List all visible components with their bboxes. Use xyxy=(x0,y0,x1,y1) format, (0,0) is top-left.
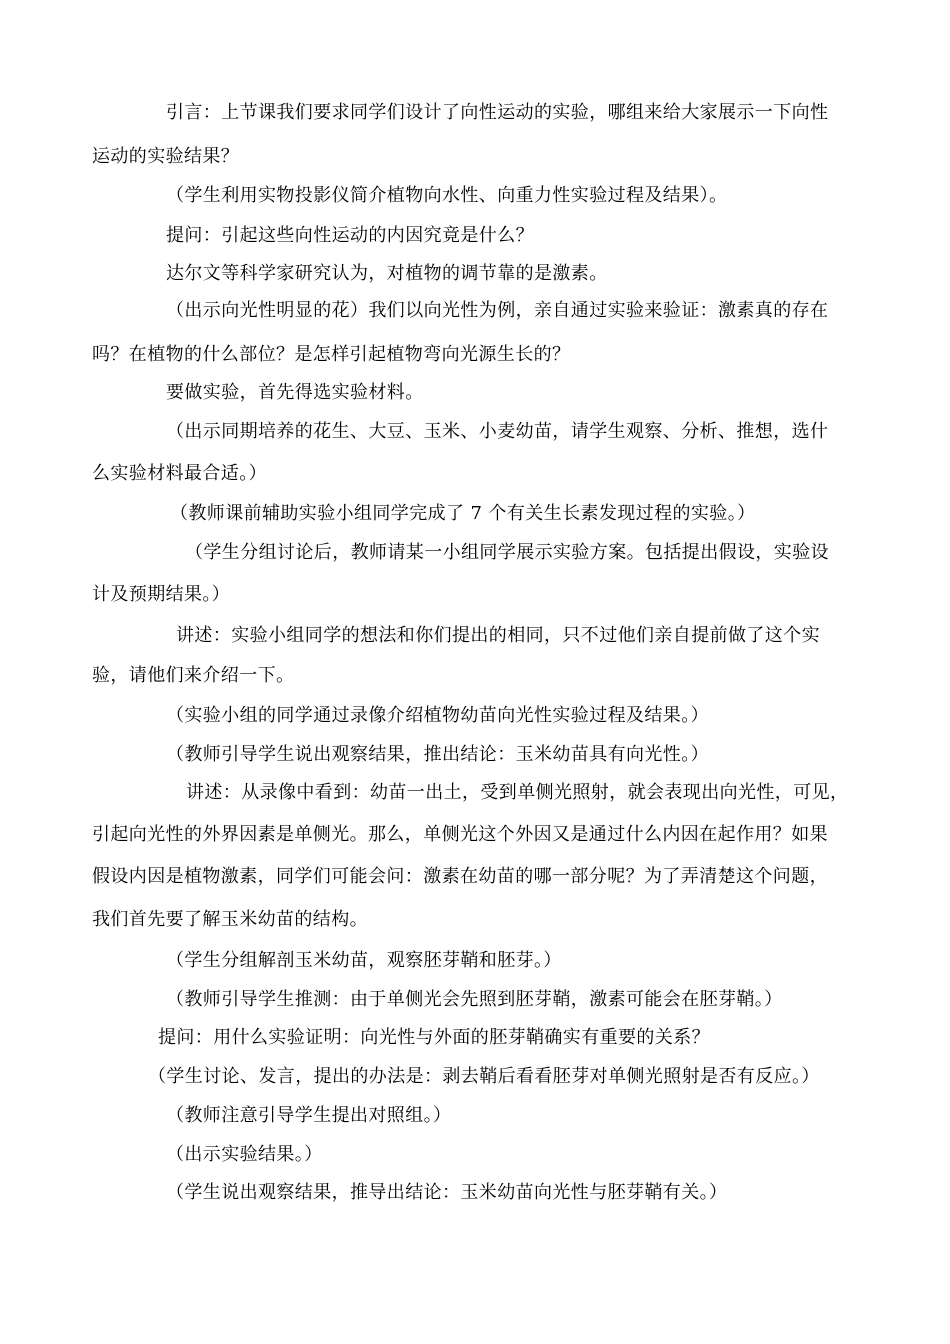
paragraph-line: （教师引导学生推测：由于单侧光会先照到胚芽鞘，激素可能会在胚芽鞘。） xyxy=(166,989,783,1010)
paragraph-line: 我们首先要了解玉米幼苗的结构。 xyxy=(92,909,368,930)
paragraph-line: 计及预期结果。） xyxy=(92,584,231,605)
paragraph-line: （教师注意引导学生提出对照组。） xyxy=(166,1105,452,1126)
paragraph-line: 提问：用什么实验证明：向光性与外面的胚芽鞘确实有重要的关系？ xyxy=(158,1027,710,1048)
paragraph-line: 运动的实验结果？ xyxy=(92,146,240,167)
paragraph-line: （教师引导学生说出观察结果，推出结论：玉米幼苗具有向光性。） xyxy=(166,744,709,765)
paragraph-line: 提问：引起这些向性运动的内因究竟是什么？ xyxy=(166,225,534,246)
paragraph-line: 引言：上节课我们要求同学们设计了向性运动的实验，哪组来给大家展示一下向性 xyxy=(166,102,829,123)
paragraph-line: 讲述：实验小组同学的想法和你们提出的相同，只不过他们亲自提前做了这个实 xyxy=(176,625,820,646)
paragraph-line: （教师课前辅助实验小组同学完成了 7 个有关生长素发现过程的实验。） xyxy=(170,503,756,524)
paragraph-line: 么实验材料最合适。） xyxy=(92,463,267,484)
paragraph-line: （学生说出观察结果，推导出结论：玉米幼苗向光性与胚芽鞘有关。） xyxy=(166,1182,728,1203)
paragraph-line: （出示同期培养的花生、大豆、玉米、小麦幼苗，请学生观察、分析、推想，选什 xyxy=(166,421,829,442)
paragraph-line: 吗？在植物的什么部位？是怎样引起植物弯向光源生长的？ xyxy=(92,344,571,365)
paragraph-line: 验，请他们来介绍一下。 xyxy=(92,665,295,686)
paragraph-line: 达尔文等科学家研究认为，对植物的调节靠的是激素。 xyxy=(166,263,608,284)
paragraph-line: （学生分组讨论后，教师请某一小组同学展示实验方案。包括提出假设，实验设 xyxy=(185,542,829,563)
paragraph-line: （学生讨论、发言，提出的办法是：剥去鞘后看看胚芽对单侧光照射是否有反应。） xyxy=(148,1066,820,1087)
paragraph-line: （出示实验结果。） xyxy=(166,1144,323,1165)
paragraph-line: 讲述：从录像中看到：幼苗一出土，受到单侧光照射，就会表现出向光性，可见， xyxy=(186,782,849,803)
paragraph-line: 要做实验，首先得选实验材料。 xyxy=(166,382,424,403)
paragraph-line: （学生利用实物投影仪简介植物向水性、向重力性实验过程及结果）。 xyxy=(166,185,728,206)
paragraph-line: （学生分组解剖玉米幼苗，观察胚芽鞘和胚芽。） xyxy=(166,950,562,971)
paragraph-line: （出示向光性明显的花）我们以向光性为例，亲自通过实验来验证：激素真的存在 xyxy=(166,300,829,321)
paragraph-line: 假设内因是植物激素，同学们可能会问：激素在幼苗的哪一部分呢？为了弄清楚这个问题， xyxy=(92,866,828,887)
paragraph-line: 引起向光性的外界因素是单侧光。那么，单侧光这个外因又是通过什么内因在起作用？如果 xyxy=(92,824,828,845)
paragraph-line: （实验小组的同学通过录像介绍植物幼苗向光性实验过程及结果。） xyxy=(166,705,709,726)
